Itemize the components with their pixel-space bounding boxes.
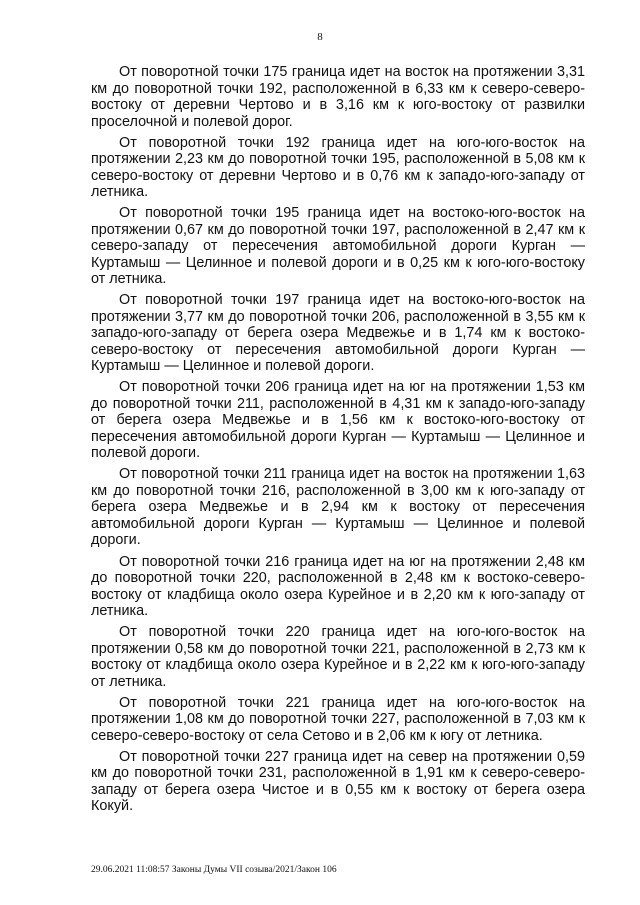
paragraph-8: От поворотной точки 220 граница идет на юго-юго-восток на протяжении 0,58 км до поворотной точки 221, расположенной в 2,73 км к востоку от кладбища около озера Курейное и в 2,22 км к юго-юго-западу от летника. xyxy=(91,624,585,690)
paragraph-3: От поворотной точки 195 граница идет на востоко-юго-восток на протяжении 0,67 км до поворотной точки 197, расположенной в 2,47 км к северо-западу от пересечения автомобильной дороги Курган — Куртамыш — Целинное и полевой дороги и в 0,25 км к юго-юго-востоку от летника. xyxy=(91,205,585,288)
paragraph-7: От поворотной точки 216 граница идет на юг на протяжении 2,48 км до поворотной точки 220, расположенной в 2,48 км к востоко-северо-востоку от кладбища около озера Курейное и в 2,20 км к юго-западу от летника. xyxy=(91,553,585,620)
paragraph-10: От поворотной точки 227 граница идет на север на протяжении 0,59 км до поворотной точки 231, расположенной в 1,91 км к северо-северо-западу от берега озера Чистое и в 0,55 км к востоку от берега озера Кокуй. xyxy=(91,748,585,815)
paragraph-9: От поворотной точки 221 граница идет на юго-юго-восток на протяжении 1,08 км до поворотной точки 227, расположенной в 7,03 км к северо-северо-востоку от села Сетово и в 2,06 км к югу от летника. xyxy=(91,694,585,744)
paragraph-2: От поворотной точки 192 граница идет на юго-юго-восток на протяжении 2,23 км до поворотной точки 195, расположенной в 5,08 км к северо-востоку от деревни Чертово и в 0,76 км к западо-юго-западу от летника. xyxy=(91,134,585,201)
document-body xyxy=(91,64,585,819)
paragraph-5: От поворотной точки 206 граница идет на юг на протяжении 1,53 км до поворотной точки 211, расположенной в 4,31 км к западо-юго-западу от берега озера Медвежье и в 1,56 км к востоко-юго-востоку от пересечения автомобильной дороги Курган — Куртамыш — Целинное и полевой дороги. xyxy=(91,379,585,462)
paragraph-1: От поворотной точки 175 граница идет на восток на протяжении 3,31 км до поворотной точки 192, расположенной в 6,33 км к северо-северо-востоку от деревни Чертово и в 3,16 км к юго-востоку от развилки проселочной и полевой дорог. xyxy=(91,64,585,130)
document-footer: 29.06.2021 11:08:57 Законы Думы VII созыва/2021/Закон 106 xyxy=(91,865,337,875)
page-number: 8 xyxy=(317,31,323,43)
paragraph-6: От поворотной точки 211 граница идет на восток на протяжении 1,63 км до поворотной точки 216, расположенной в 3,00 км к юго-западу от берега озера Медвежье и в 2,94 км к востоку от пересечения автомобильной дороги Курган — Куртамыш — Целинное и полевой дороги. xyxy=(91,466,585,549)
paragraph-4: От поворотной точки 197 граница идет на востоко-юго-восток на протяжении 3,77 км до поворотной точки 206, расположенной в 3,55 км к западо-юго-западу от берега озера Медвежье и в 1,74 км к востоко-северо-востоку от пересечения автомобильной дороги Курган — Куртамыш — Целинное и полевой дороги. xyxy=(91,292,585,375)
